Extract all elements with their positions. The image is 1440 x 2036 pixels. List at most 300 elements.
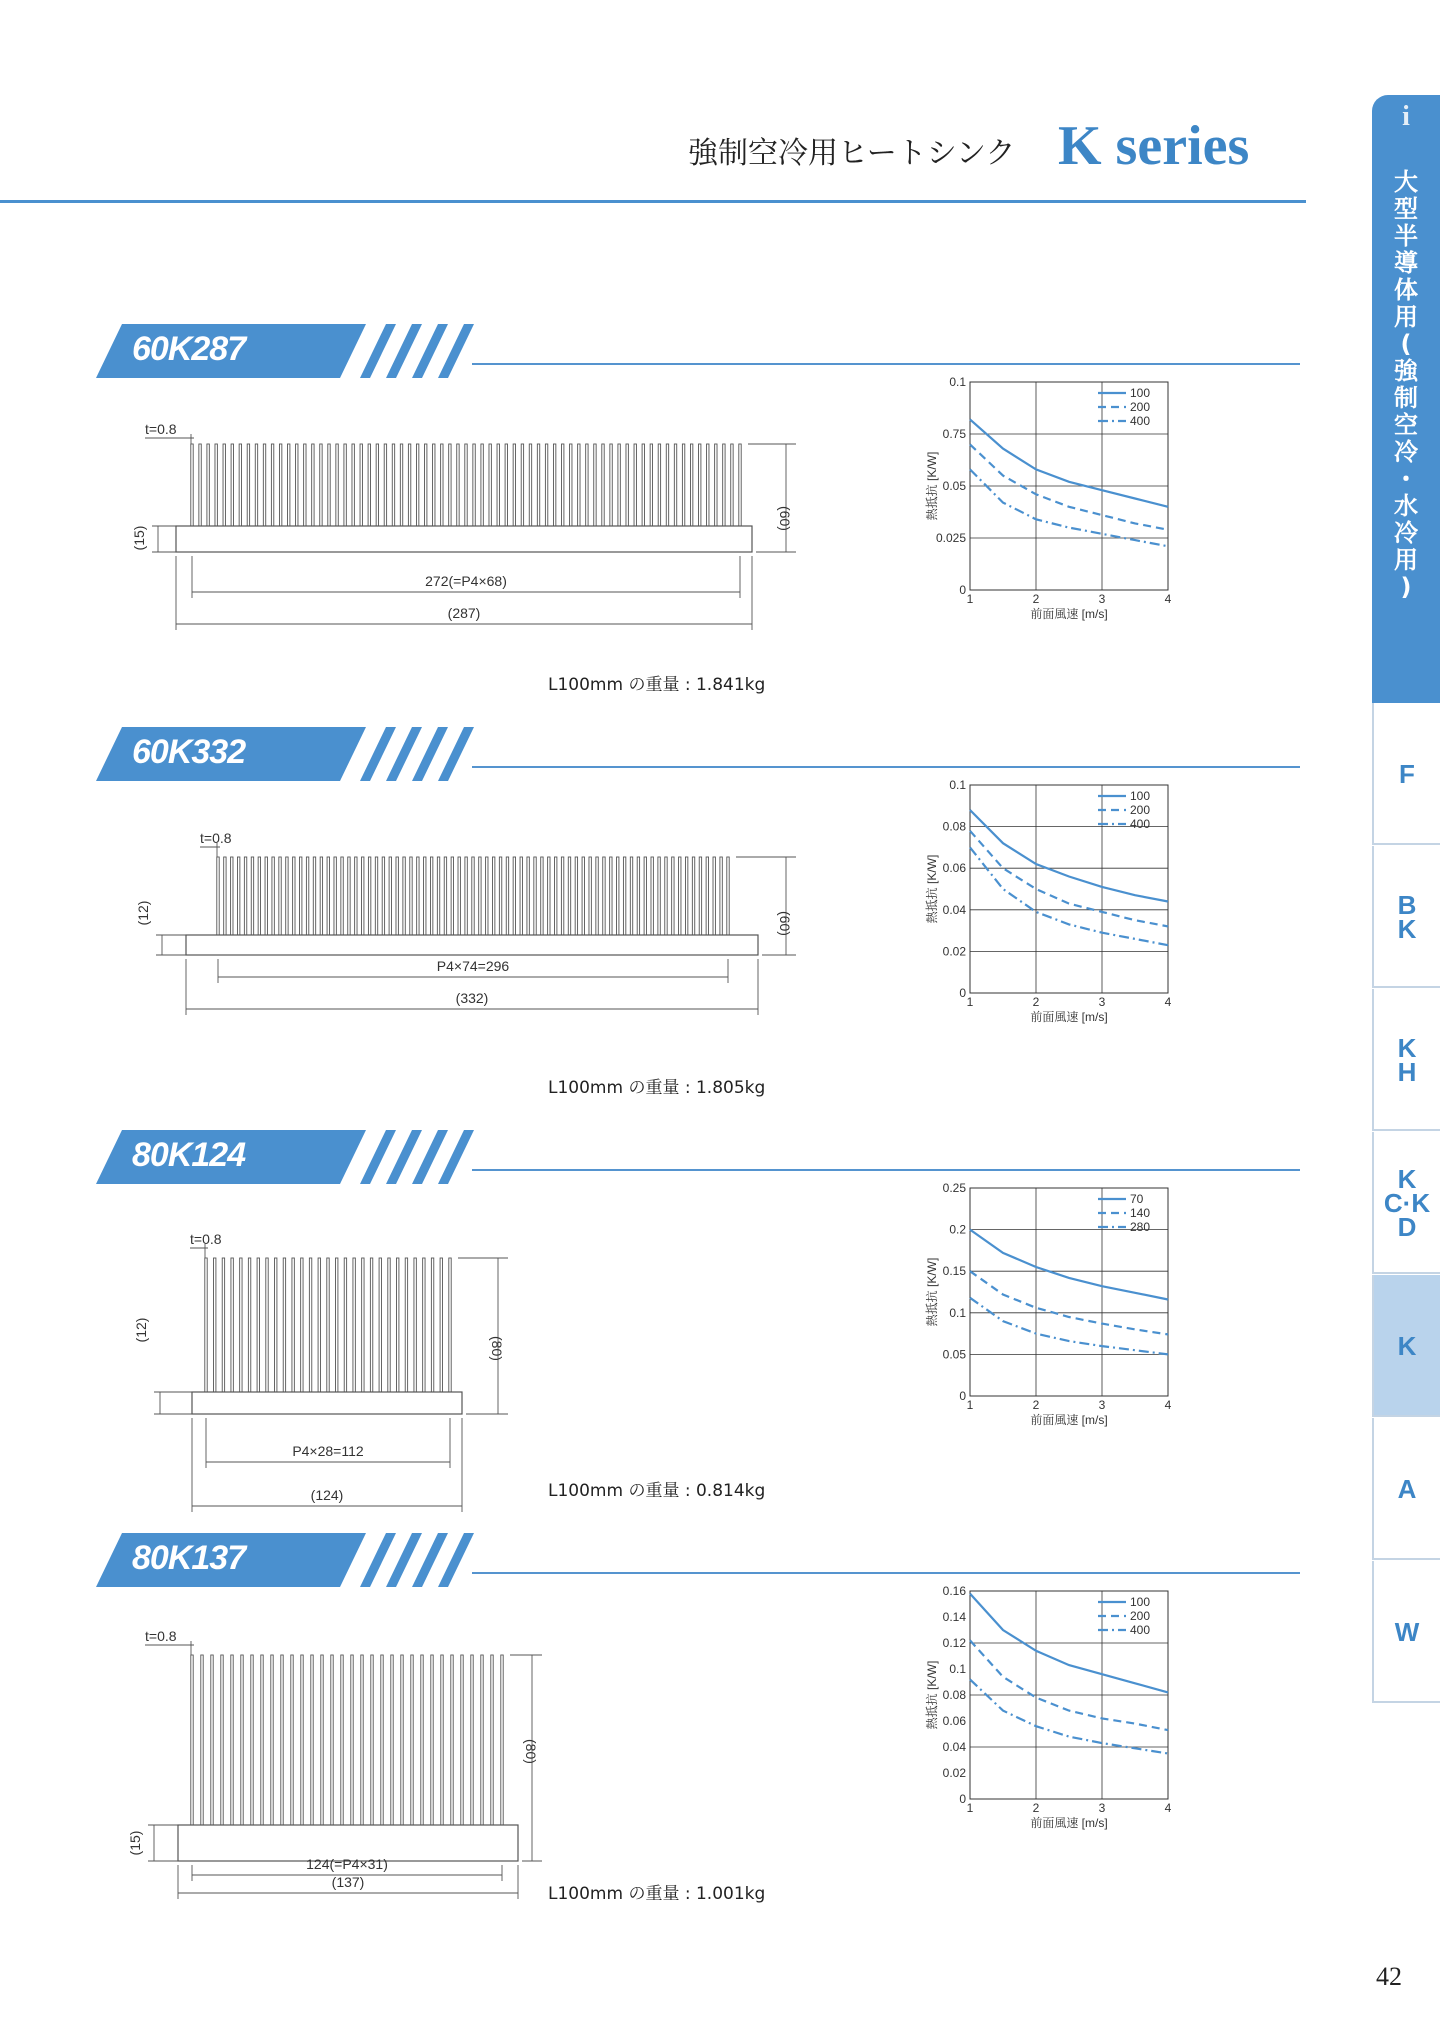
fin — [293, 857, 295, 935]
fin — [707, 444, 709, 526]
fin — [355, 857, 357, 935]
dim-pitch: 272(=P4×68) — [425, 573, 507, 589]
fin — [441, 444, 443, 526]
fin — [602, 444, 604, 526]
fin — [207, 444, 209, 526]
fin — [291, 1655, 293, 1825]
fin — [715, 444, 717, 526]
dim-thickness: t=0.8 — [145, 1628, 177, 1644]
fin — [344, 444, 346, 526]
fin — [424, 857, 426, 935]
fin — [430, 857, 432, 935]
side-tab-label: K — [1397, 1164, 1417, 1194]
legend-label: 200 — [1130, 1609, 1151, 1623]
fin — [279, 857, 281, 935]
fin — [191, 1655, 193, 1825]
fin — [237, 857, 239, 935]
fin — [379, 1258, 381, 1392]
fin — [699, 857, 701, 935]
fin — [596, 857, 598, 935]
y-tick-label: 0.08 — [942, 1688, 966, 1702]
fin — [658, 857, 660, 935]
fin — [397, 1258, 399, 1392]
fin — [491, 1655, 493, 1825]
x-tick-label: 4 — [1164, 592, 1172, 606]
fin — [271, 1655, 273, 1825]
fin — [444, 857, 446, 935]
fin — [214, 1258, 216, 1392]
tab-info-label-char: ( — [1400, 330, 1412, 358]
y-tick-label: 0.25 — [942, 1181, 966, 1195]
fin — [283, 1258, 285, 1392]
tab-info-label-char: 型 — [1394, 195, 1418, 223]
x-tick-label: 1 — [966, 1801, 974, 1815]
fin — [473, 444, 475, 526]
x-tick-label: 3 — [1098, 592, 1106, 606]
fin — [336, 1258, 338, 1392]
product-section — [0, 322, 1340, 724]
fin — [222, 1258, 224, 1392]
fin — [465, 444, 467, 526]
fin — [392, 444, 394, 526]
y-axis-label: 熱抵抗 [K/W] — [925, 451, 939, 521]
product-section — [0, 725, 1340, 1127]
y-tick-label: 0.05 — [942, 479, 966, 493]
fin — [199, 444, 201, 526]
base-plate — [176, 526, 752, 552]
fin — [362, 1258, 364, 1392]
fin — [666, 444, 668, 526]
fin — [699, 444, 701, 526]
product-section — [0, 1128, 1340, 1530]
legend-label: 100 — [1130, 386, 1151, 400]
y-tick-label: 0 — [959, 1792, 966, 1806]
legend-label: 140 — [1130, 1206, 1151, 1220]
legend-label: 100 — [1130, 789, 1151, 803]
fin — [301, 1655, 303, 1825]
fin — [465, 857, 467, 935]
fin — [388, 1258, 390, 1392]
fin-array — [191, 444, 741, 526]
y-axis-label: 熱抵抗 [K/W] — [925, 1257, 939, 1327]
tab-info-label-char: ) — [1400, 573, 1412, 601]
product-section — [0, 1531, 1340, 1933]
fin — [440, 1258, 442, 1392]
fin — [261, 1655, 263, 1825]
tab-info-label-char: 用 — [1394, 303, 1418, 331]
fin — [578, 444, 580, 526]
fin — [486, 857, 488, 935]
fin — [312, 444, 314, 526]
fin — [266, 1258, 268, 1392]
fin — [461, 1655, 463, 1825]
x-tick-label: 4 — [1164, 1801, 1172, 1815]
fin — [674, 444, 676, 526]
fin — [665, 857, 667, 935]
fin — [408, 444, 410, 526]
fin — [334, 857, 336, 935]
fin — [304, 444, 306, 526]
side-tab[interactable] — [1372, 1132, 1440, 1274]
fin — [690, 444, 692, 526]
legend-label: 200 — [1130, 803, 1151, 817]
y-axis-label: 熱抵抗 [K/W] — [925, 1660, 939, 1730]
product-name: 80K124 — [132, 1136, 246, 1174]
fin — [221, 1655, 223, 1825]
y-tick-label: 0.12 — [942, 1636, 966, 1650]
fin — [375, 857, 377, 935]
thermal-resistance-chart — [920, 372, 1180, 642]
fin — [327, 1258, 329, 1392]
fin — [344, 1258, 346, 1392]
product-weight: L100mm の重量 : 1.805kg — [548, 1078, 766, 1098]
fin — [534, 857, 536, 935]
fin — [594, 444, 596, 526]
x-tick-label: 3 — [1098, 1801, 1106, 1815]
fin — [318, 1258, 320, 1392]
fin — [489, 444, 491, 526]
fin — [341, 857, 343, 935]
fin — [360, 444, 362, 526]
tab-info-label-char: 制 — [1394, 384, 1418, 412]
side-tab-label: W — [1394, 1617, 1420, 1647]
header-rule — [0, 200, 1306, 203]
fin — [433, 444, 435, 526]
product-name: 60K287 — [132, 330, 246, 368]
fin — [634, 444, 636, 526]
fin — [275, 1258, 277, 1392]
fin — [296, 444, 298, 526]
fin — [521, 444, 523, 526]
x-tick-label: 2 — [1032, 1398, 1040, 1412]
fin — [241, 1655, 243, 1825]
fin — [617, 857, 619, 935]
y-tick-label: 0 — [959, 583, 966, 597]
thermal-resistance-chart — [920, 775, 1180, 1045]
y-tick-label: 0.08 — [942, 819, 966, 834]
fin — [520, 857, 522, 935]
side-tab[interactable] — [1372, 703, 1440, 845]
y-tick-label: 0.2 — [949, 1222, 966, 1237]
fin — [313, 857, 315, 935]
fin — [441, 1655, 443, 1825]
fin — [637, 857, 639, 935]
fin-array — [205, 1258, 451, 1392]
page-number: 42 — [1376, 1962, 1402, 1991]
product-weight: L100mm の重量 : 1.001kg — [548, 1884, 766, 1904]
fin — [328, 444, 330, 526]
x-tick-label: 4 — [1164, 1398, 1172, 1412]
base-plate — [192, 1392, 462, 1414]
thermal-resistance-chart — [920, 1581, 1180, 1851]
x-axis-label: 前面風速 [m/s] — [1030, 1413, 1108, 1427]
fin — [389, 857, 391, 935]
dim-height: (60) — [777, 911, 793, 936]
fin — [713, 857, 715, 935]
legend-label: 400 — [1130, 414, 1151, 428]
fin — [370, 1258, 372, 1392]
y-tick-label: 0.02 — [942, 944, 966, 959]
side-tab[interactable] — [1372, 846, 1440, 988]
fin — [288, 444, 290, 526]
fin — [706, 857, 708, 935]
x-tick-label: 1 — [966, 995, 974, 1009]
y-tick-label: 0.025 — [935, 531, 966, 545]
legend-label: 400 — [1130, 817, 1151, 831]
x-axis-label: 前面風速 [m/s] — [1030, 607, 1108, 621]
fin — [720, 857, 722, 935]
fin — [348, 857, 350, 935]
side-tab[interactable] — [1372, 1561, 1440, 1703]
fin — [481, 444, 483, 526]
fin — [513, 857, 515, 935]
dim-thickness: t=0.8 — [190, 1231, 222, 1247]
fin — [255, 444, 257, 526]
fin — [603, 857, 605, 935]
fin — [568, 857, 570, 935]
side-tab-label: B — [1397, 890, 1417, 920]
fin — [618, 444, 620, 526]
y-tick-label: 0.1 — [949, 1662, 966, 1676]
x-tick-label: 2 — [1032, 1801, 1040, 1815]
fin — [497, 444, 499, 526]
fin — [727, 857, 729, 935]
fin — [527, 857, 529, 935]
fin — [610, 857, 612, 935]
fin — [396, 857, 398, 935]
fin — [437, 857, 439, 935]
fin — [658, 444, 660, 526]
y-tick-label: 0.75 — [942, 427, 966, 441]
fin — [431, 1258, 433, 1392]
fin — [630, 857, 632, 935]
legend-label: 70 — [1130, 1192, 1144, 1206]
fin — [391, 1655, 393, 1825]
fin — [537, 444, 539, 526]
dim-base: (12) — [135, 900, 151, 926]
fin — [286, 857, 288, 935]
fin — [414, 1258, 416, 1392]
fin — [679, 857, 681, 935]
dim-width: (287) — [447, 605, 481, 621]
side-tab-label: A — [1397, 1474, 1417, 1504]
y-tick-label: 0.06 — [942, 861, 966, 876]
fin — [417, 857, 419, 935]
side-tab-label: H — [1397, 1057, 1417, 1087]
fin — [336, 444, 338, 526]
fin — [421, 1655, 423, 1825]
fin — [651, 857, 653, 935]
fin — [251, 857, 253, 935]
y-tick-label: 0.16 — [942, 1584, 966, 1598]
fin-array — [217, 857, 729, 935]
fin — [251, 1655, 253, 1825]
tab-info-label-char: 水 — [1394, 492, 1418, 520]
tab-info-label-char: 用 — [1394, 546, 1418, 574]
fin — [311, 1655, 313, 1825]
fin — [723, 444, 725, 526]
fin — [685, 857, 687, 935]
y-axis-label: 熱抵抗 [K/W] — [925, 854, 939, 924]
page-title-series: K series — [1058, 115, 1250, 177]
x-tick-label: 1 — [966, 592, 974, 606]
y-tick-label: 0.02 — [942, 1766, 966, 1780]
y-tick-label: 0.1 — [949, 1305, 966, 1320]
fin — [331, 1655, 333, 1825]
tab-info-letter: i — [1402, 101, 1410, 132]
fin — [642, 444, 644, 526]
fin — [353, 1258, 355, 1392]
fin — [431, 1655, 433, 1825]
fin — [545, 444, 547, 526]
fin — [215, 444, 217, 526]
side-tab-label: K — [1397, 914, 1417, 944]
fin — [257, 1258, 259, 1392]
fin — [410, 857, 412, 935]
product-name: 80K137 — [132, 1539, 246, 1577]
dim-width: (124) — [310, 1487, 344, 1503]
y-tick-label: 0.1 — [949, 778, 966, 792]
fin — [320, 857, 322, 935]
fin — [739, 444, 741, 526]
fin — [416, 444, 418, 526]
fin — [265, 857, 267, 935]
fin — [301, 1258, 303, 1392]
section-rule — [472, 1169, 1300, 1171]
product-weight: L100mm の重量 : 1.841kg — [548, 675, 766, 695]
fin-array — [191, 1655, 503, 1825]
x-tick-label: 3 — [1098, 995, 1106, 1009]
fin — [271, 444, 273, 526]
fin — [258, 857, 260, 935]
dim-height: (80) — [523, 1739, 539, 1764]
section-rule — [472, 1572, 1300, 1574]
dim-pitch: 124(=P4×31) — [306, 1856, 388, 1872]
x-axis-label: 前面風速 [m/s] — [1030, 1010, 1108, 1024]
legend-label: 280 — [1130, 1220, 1151, 1234]
fin — [731, 444, 733, 526]
fin — [529, 444, 531, 526]
fin — [481, 1655, 483, 1825]
fin — [692, 857, 694, 935]
tab-info-label-char: 冷 — [1394, 438, 1418, 466]
thermal-resistance-chart — [920, 1178, 1180, 1448]
fin — [240, 1258, 242, 1392]
tab-info-label-char: 半 — [1394, 222, 1418, 250]
fin — [368, 444, 370, 526]
tab-info-label-char: 大 — [1394, 168, 1418, 196]
fin — [501, 1655, 503, 1825]
tab-info-label-char: 体 — [1394, 276, 1418, 304]
fin — [309, 1258, 311, 1392]
side-tab-label: C·K — [1383, 1188, 1431, 1218]
tab-info-label-char: 空 — [1394, 411, 1418, 439]
fin — [405, 1258, 407, 1392]
legend-label: 100 — [1130, 1595, 1151, 1609]
dim-base: (12) — [133, 1317, 149, 1343]
fin — [458, 857, 460, 935]
base-plate — [186, 935, 758, 955]
fin — [449, 444, 451, 526]
fin — [570, 444, 572, 526]
fin — [589, 857, 591, 935]
fin — [548, 857, 550, 935]
fin — [626, 444, 628, 526]
tab-info[interactable] — [1372, 95, 1440, 703]
fin — [384, 444, 386, 526]
fin — [191, 444, 193, 526]
y-tick-label: 0.14 — [942, 1610, 966, 1624]
fin — [382, 857, 384, 935]
fin — [561, 857, 563, 935]
fin — [553, 444, 555, 526]
dim-thickness: t=0.8 — [200, 830, 232, 846]
section-rule — [472, 766, 1300, 768]
fin — [400, 444, 402, 526]
fin — [231, 1258, 233, 1392]
fin — [541, 857, 543, 935]
tab-info-label-char: 導 — [1394, 249, 1418, 277]
dim-width: (332) — [455, 990, 489, 1006]
fin — [506, 857, 508, 935]
tab-info-label-char: ・ — [1394, 465, 1418, 493]
fin — [320, 444, 322, 526]
fin — [361, 1655, 363, 1825]
legend-label: 400 — [1130, 1623, 1151, 1637]
fin — [244, 857, 246, 935]
fin — [292, 1258, 294, 1392]
y-tick-label: 0.04 — [942, 902, 966, 917]
y-tick-label: 0.06 — [942, 1714, 966, 1728]
fin — [351, 1655, 353, 1825]
legend-label: 200 — [1130, 400, 1151, 414]
dim-thickness: t=0.8 — [145, 421, 177, 437]
fin — [582, 857, 584, 935]
fin — [362, 857, 364, 935]
fin — [352, 444, 354, 526]
side-tab-label: F — [1399, 759, 1415, 789]
fin — [368, 857, 370, 935]
fin — [499, 857, 501, 935]
fin — [211, 1655, 213, 1825]
fin — [471, 1655, 473, 1825]
fin — [555, 857, 557, 935]
fin — [263, 444, 265, 526]
side-tab[interactable] — [1372, 989, 1440, 1131]
x-axis-label: 前面風速 [m/s] — [1030, 1816, 1108, 1830]
dim-pitch: P4×28=112 — [292, 1443, 364, 1459]
dim-base: (15) — [131, 525, 147, 551]
fin — [239, 444, 241, 526]
fin — [479, 857, 481, 935]
fin — [682, 444, 684, 526]
fin — [223, 444, 225, 526]
fin — [248, 1258, 250, 1392]
fin — [411, 1655, 413, 1825]
side-tab[interactable] — [1372, 1275, 1440, 1417]
fin — [201, 1655, 203, 1825]
fin — [575, 857, 577, 935]
side-tab[interactable] — [1372, 1418, 1440, 1560]
fin — [513, 444, 515, 526]
fin — [321, 1655, 323, 1825]
fin — [205, 1258, 207, 1392]
fin — [231, 1655, 233, 1825]
fin — [623, 857, 625, 935]
fin — [586, 444, 588, 526]
fin — [327, 857, 329, 935]
fin — [562, 444, 564, 526]
